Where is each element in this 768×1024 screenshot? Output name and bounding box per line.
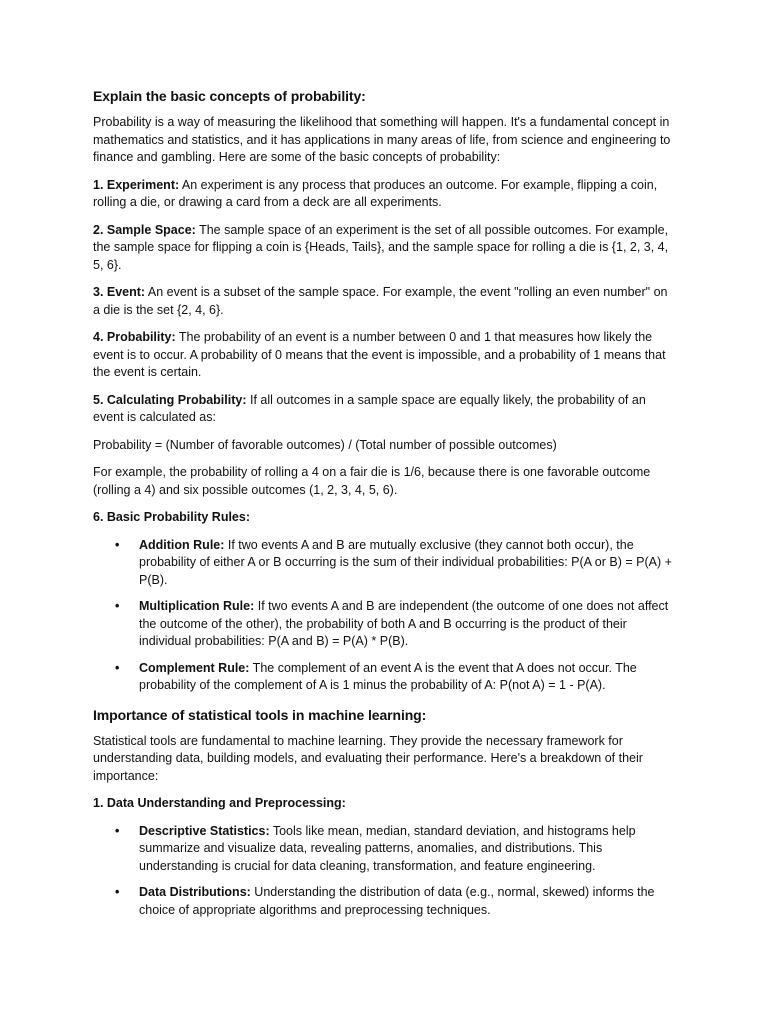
probability-formula: Probability = (Number of favorable outcomes) / (Total number of possible outcomes) [93, 437, 557, 452]
rule-label: Addition Rule: [139, 537, 225, 552]
item-label: Data Distributions: [139, 885, 251, 899]
example-paragraph: For example, the probability of rolling a 4 on a fair die is 1/6, because there is one favorable outcome (rolling a 4) and six possible outcomes (1, 2, 3, 4, 5, 6). [93, 465, 651, 497]
list-item-descriptive-statistics [139, 823, 677, 876]
sub-heading [93, 795, 677, 813]
rules-heading [93, 509, 677, 527]
section-heading-probability: Explain the basic concepts of probability: [93, 88, 366, 104]
rules-heading-text: 6. Basic Probability Rules: [93, 510, 250, 524]
list-item-data-distributions [139, 884, 677, 919]
rule-text: If two events A and B are mutually exclusive (they cannot both occur), the probability of either A or B occurring is the sum of their individual probabilities: P(A or B) = P(A) + P(B). [139, 537, 672, 587]
intro-paragraph: Probability is a way of measuring the likelihood that something will happen. It's a fundamental concept in mathematics and statistics, and it has applications in many areas of life, from science and engineering to finance and gambling. Here are some of the basic concepts of probability: [93, 115, 671, 164]
concept-sample-space [93, 222, 677, 275]
concept-text: An event is a subset of the sample space. For example, the event "rolling an even number" on a die is the set {2, 4, 6}. [93, 285, 668, 317]
concept-label: 2. Sample Space: [93, 222, 196, 237]
rules-list [93, 537, 677, 695]
list-item-multiplication-rule [139, 598, 677, 651]
rule-label: Multiplication Rule: [139, 599, 255, 613]
rule-label: Complement Rule: [139, 660, 250, 675]
concept-experiment [93, 177, 677, 212]
section-heading-statistical-tools: Importance of statistical tools in machine learning: [93, 706, 427, 723]
document-body [93, 86, 677, 929]
item-label: Descriptive Statistics: [139, 823, 270, 838]
sub-heading-text: 1. Data Understanding and Preprocessing: [93, 796, 346, 810]
list-item-complement-rule [139, 660, 677, 695]
concept-text: The probability of an event is a number between 0 and 1 that measures how likely the event is to occur. A probability of 0 means that the event is impossible, and a probability of 1 means that the event is certain. [93, 330, 666, 379]
concept-text: If all outcomes in a sample space are equally likely, the probability of an event is calculated as: [93, 392, 646, 424]
rule-text: The complement of an event A is the event that A does not occur. The probability of the complement of A is 1 minus the probability of A: P(not A) = 1 - P(A). [139, 660, 637, 692]
concept-probability [93, 329, 677, 382]
item-text: Tools like mean, median, standard deviation, and histograms help summarize and visualize data, revealing patterns, anomalies, and distributions. This understanding is crucial for data cleaning, transformation, and feature engineering. [139, 823, 636, 873]
concept-calculating [93, 392, 677, 427]
concept-label: 4. Probability: [93, 330, 176, 344]
concept-event [93, 284, 677, 319]
concept-label: 5. Calculating Probability: [93, 392, 247, 407]
rule-text: If two events A and B are independent (the outcome of one does not affect the outcome of the other), the probability of both A and B occurring is the product of their individual probabilities: P(A and B) = P(A) * P(B). [139, 599, 669, 648]
concept-text: The sample space of an experiment is the set of all possible outcomes. For example, the sample space for flipping a coin is {Heads, Tails}, and the sample space for rolling a die is {1, 2, 3, 4, 5, 6}. [93, 222, 669, 272]
concept-text: An experiment is any process that produces an outcome. For example, flipping a coin, rolling a die, or drawing a card from a deck are all experiments. [93, 177, 658, 209]
list-item-addition-rule [139, 537, 677, 590]
item-text: Understanding the distribution of data (e.g., normal, skewed) informs the choice of appropriate algorithms and preprocessing techniques. [139, 885, 655, 917]
concept-label: 1. Experiment: [93, 177, 180, 192]
preprocessing-list [93, 823, 677, 920]
intro-paragraph: Statistical tools are fundamental to machine learning. They provide the necessary framework for understanding data, building models, and evaluating their performance. Here's a breakdown of their importance: [93, 733, 643, 783]
concept-label: 3. Event: [93, 285, 146, 299]
